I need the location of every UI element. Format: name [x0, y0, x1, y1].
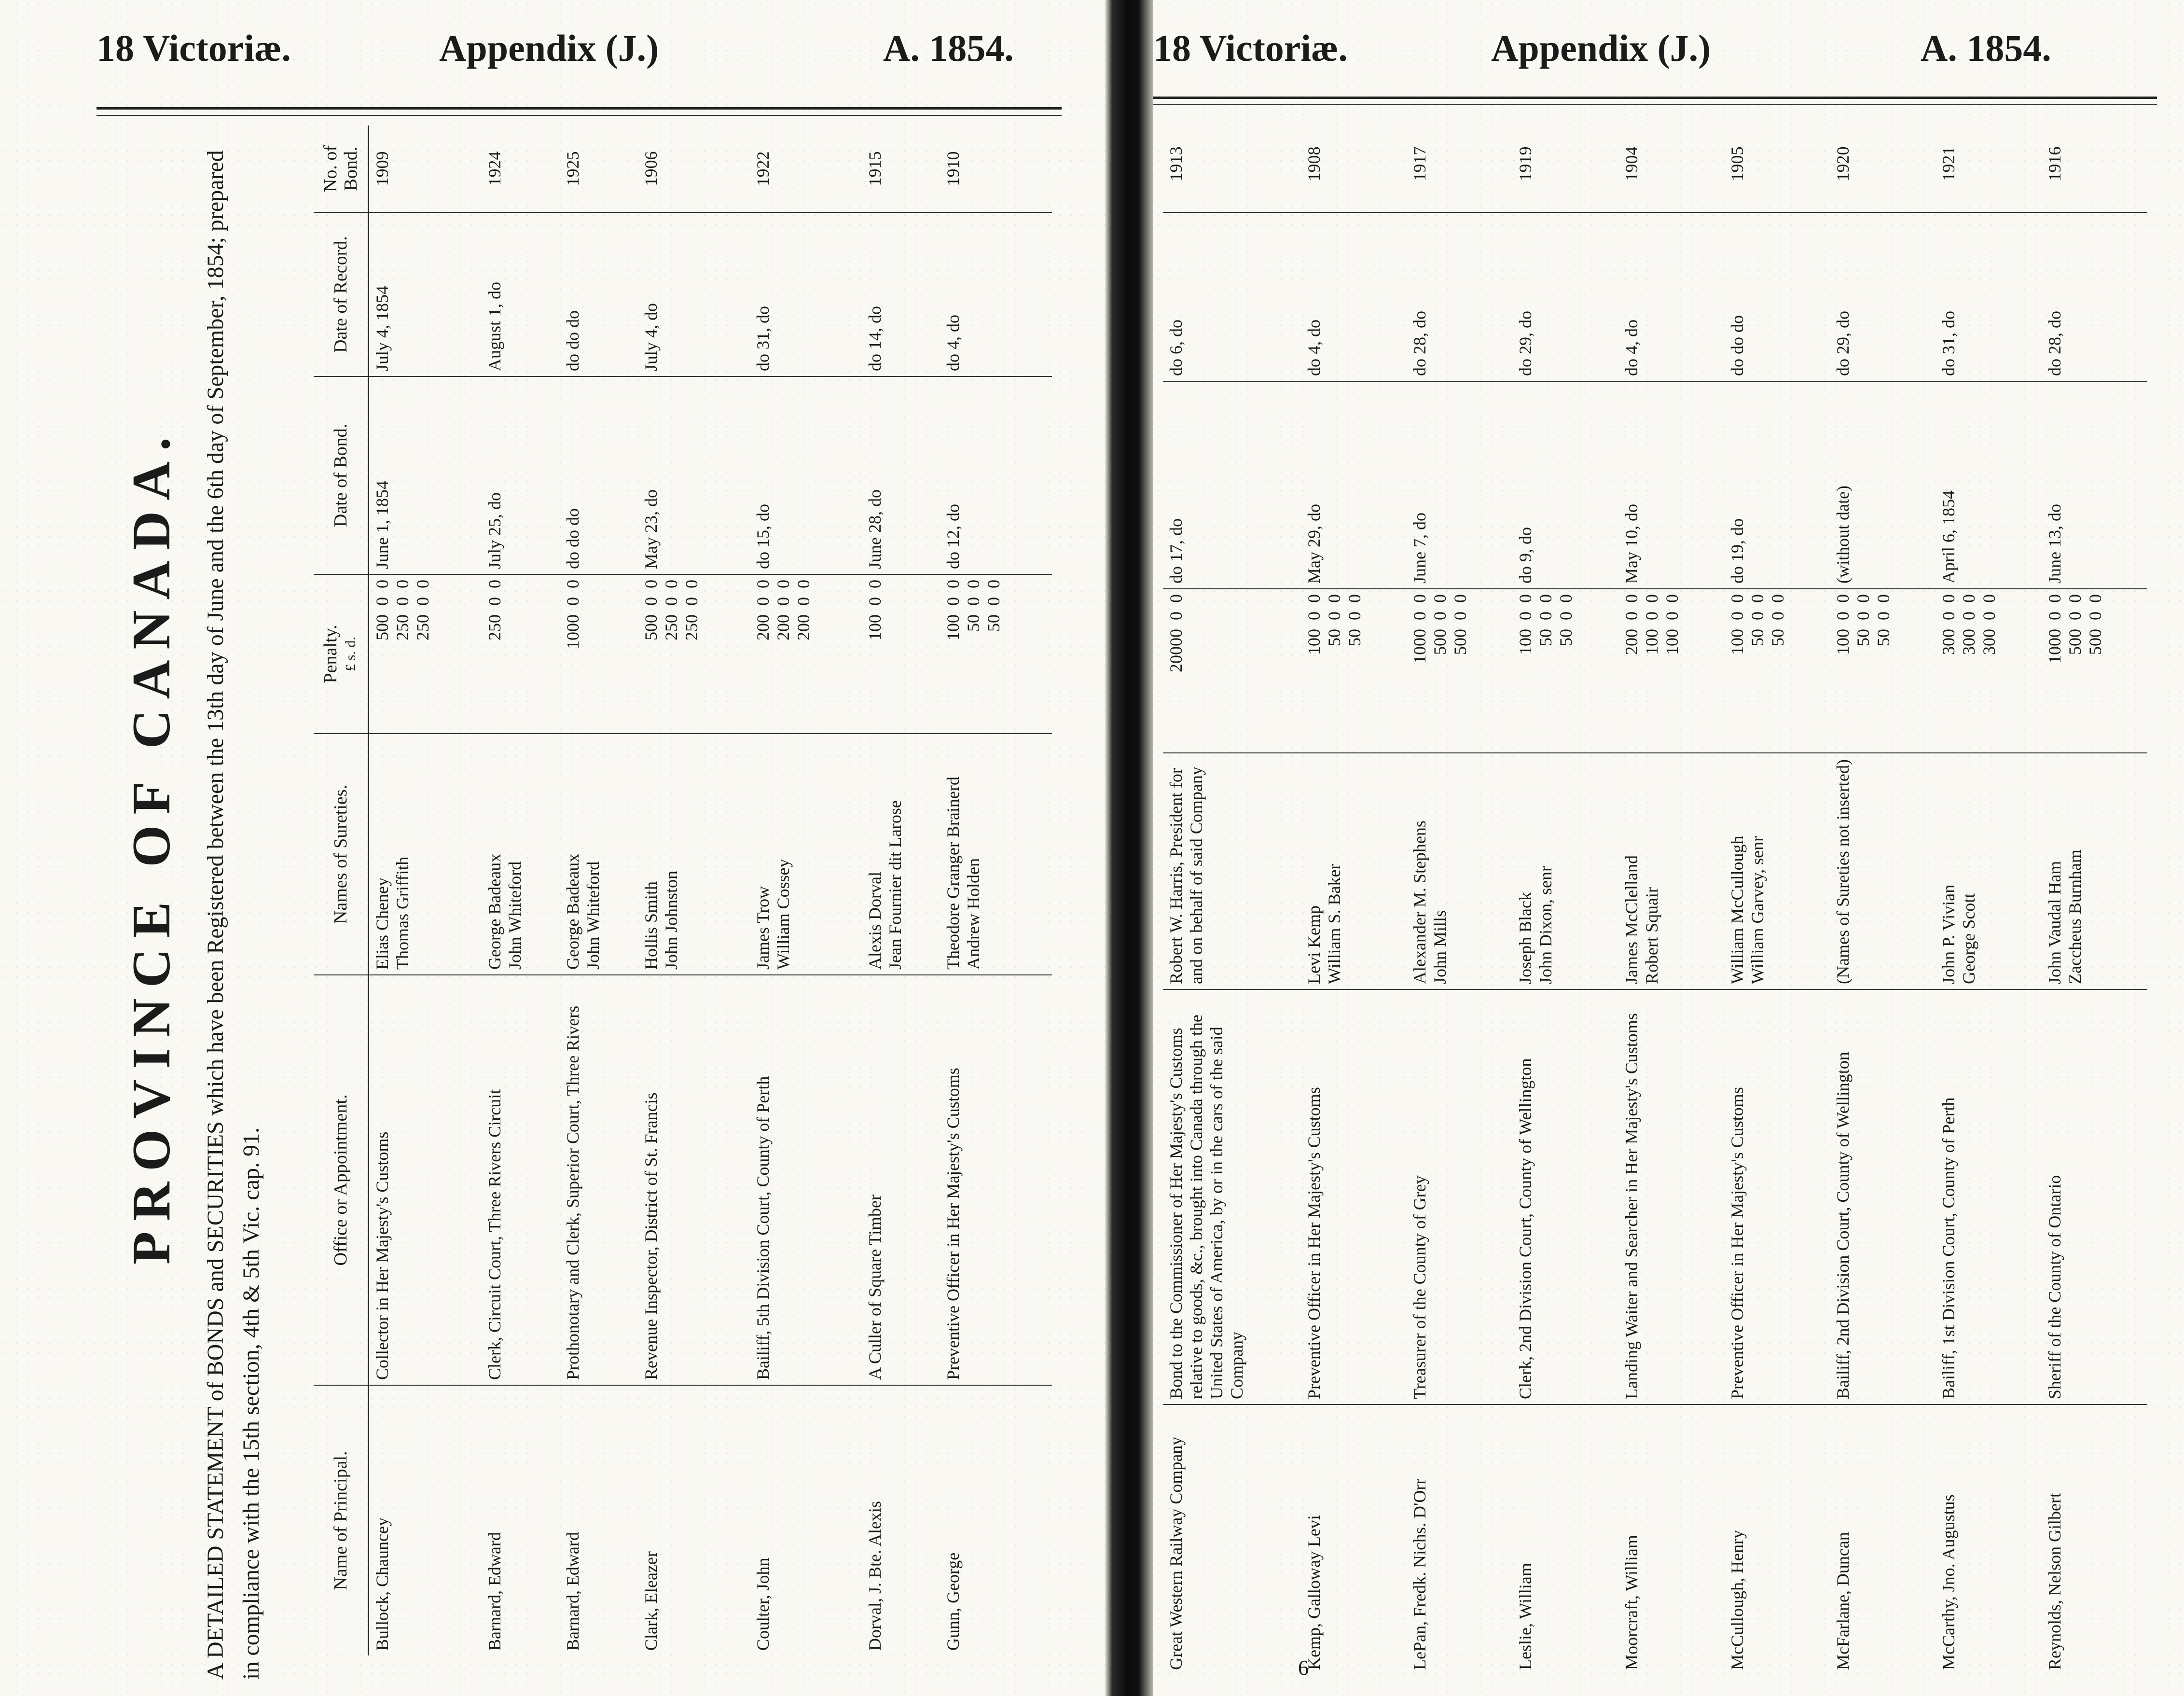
table-row — [1407, 116, 1512, 1675]
cell-principal: Barnard, Edward — [482, 1385, 560, 1655]
cell-sureties: Alexis Dorval Jean Fournier dit Larose — [862, 734, 940, 975]
table-row — [1163, 116, 1301, 1675]
cell-penalty: 100 0 0 50 0 0 50 0 0 — [1724, 589, 1830, 753]
cell-office: Prothonotary and Clerk, Superior Court, Three Rivers — [560, 975, 638, 1385]
cell-date-bond: May 23, do — [638, 376, 750, 574]
table-row — [638, 125, 750, 1655]
cell-penalty: 100 0 0 50 0 0 50 0 0 — [1512, 589, 1618, 753]
cell-office: Landing Waiter and Searcher in Her Majesty's Customs — [1618, 989, 1724, 1404]
cell-sureties: John Vaudal Ham Zaccheus Burnham — [2042, 753, 2147, 989]
col-bond-no: No. of Bond. — [314, 125, 369, 212]
cell-office: Bailiff, 1st Division Court, County of Perth — [1935, 989, 2041, 1404]
cell-penalty: 100 0 0 50 0 0 50 0 0 — [1830, 589, 1935, 753]
cell-principal: McCarthy, Jno. Augustus — [1935, 1404, 2041, 1675]
right-session-header: 18 Victoriæ. — [1153, 27, 1348, 69]
cell-bond-no: 1908 — [1304, 146, 1324, 181]
cell-principal: LePan, Fredk. Nichs. D'Orr — [1407, 1404, 1512, 1675]
cell-penalty: 1000 0 0 500 0 0 500 0 0 — [1407, 589, 1512, 753]
cell-bond-no: 1904 — [1621, 146, 1641, 181]
book-gutter — [1105, 0, 1153, 1696]
cell-penalty: 500 0 0 250 0 0 250 0 0 — [369, 574, 482, 734]
cell-sureties: George Badeaux John Whiteford — [560, 734, 638, 975]
cell-sureties: George Badeaux John Whiteford — [482, 734, 560, 975]
cell-date-record: do 4, do — [940, 212, 1052, 376]
cell-office: A Culler of Square Timber — [862, 975, 940, 1385]
cell-date-record: do 6, do — [1163, 212, 1301, 381]
cell-penalty: 200 0 0 100 0 0 100 0 0 — [1618, 589, 1724, 753]
page-subtitle: A DETAILED STATEMENT of BONDS and SECURITIES which have been Registered between the 13th day of June and the 6th day of September, 1854; prepared in compliance with the 15th section, 4th & 5th Vic. cap. 91. — [203, 150, 264, 1680]
table-row — [2042, 116, 2147, 1675]
cell-bond-no: 1924 — [485, 151, 505, 186]
cell-principal: Great Western Railway Company — [1163, 1404, 1301, 1675]
cell-sureties: William McCullough William Garvey, senr — [1724, 753, 1830, 989]
col-office: Office or Appointment. — [314, 975, 369, 1385]
cell-bond-no: 1913 — [1166, 146, 1186, 181]
col-penalty — [314, 574, 369, 734]
cell-office: Collector in Her Majesty's Customs — [369, 975, 482, 1385]
col-date-record: Date of Record. — [314, 212, 369, 376]
cell-penalty: 20000 0 0 — [1163, 589, 1301, 753]
cell-date-bond: May 10, do — [1618, 381, 1724, 589]
cell-office: Preventive Officer in Her Majesty's Customs — [1724, 989, 1830, 1404]
cell-date-record: do 28, do — [1407, 212, 1512, 381]
cell-principal: Leslie, William — [1512, 1404, 1618, 1675]
cell-principal: Moorcraft, William — [1618, 1404, 1724, 1675]
cell-date-record: do 4, do — [1618, 212, 1724, 381]
table-row — [1830, 116, 1935, 1675]
cell-date-record: do 4, do — [1301, 212, 1407, 381]
cell-bond-no: 1921 — [1939, 146, 1959, 181]
cell-principal: McCullough, Henry — [1724, 1404, 1830, 1675]
cell-office: Preventive Officer in Her Majesty's Customs — [940, 975, 1052, 1385]
cell-date-bond: July 25, do — [482, 376, 560, 574]
cell-date-bond: do 15, do — [750, 376, 862, 574]
cell-date-bond: June 28, do — [862, 376, 940, 574]
cell-office: Clerk, Circuit Court, Three Rivers Circuit — [482, 975, 560, 1385]
cell-date-record: August 1, do — [482, 212, 560, 376]
cell-principal: Gunn, George — [940, 1385, 1052, 1655]
table-row — [482, 125, 560, 1655]
left-bonds-table-container — [314, 125, 1052, 1655]
table-row — [862, 125, 940, 1655]
cell-penalty: 100 0 0 50 0 0 50 0 0 — [1301, 589, 1407, 753]
cell-bond-no: 1922 — [753, 151, 773, 186]
left-header-rule — [97, 107, 1062, 110]
cell-penalty: 1000 0 0 500 0 0 500 0 0 — [2042, 589, 2147, 753]
cell-bond-no: 1905 — [1727, 146, 1747, 181]
right-bonds-table-container — [1163, 116, 2147, 1675]
cell-office: Clerk, 2nd Division Court, County of Wellington — [1512, 989, 1618, 1404]
right-table-body — [1163, 116, 2147, 1675]
cell-date-record: do 31, do — [750, 212, 862, 376]
col-sureties: Names of Sureties. — [314, 734, 369, 975]
table-row — [1618, 116, 1724, 1675]
cell-bond-no: 1919 — [1516, 146, 1535, 181]
cell-office: Bailiff, 5th Division Court, County of Perth — [750, 975, 862, 1385]
right-bonds-table — [1163, 116, 2147, 1675]
cell-sureties: Robert W. Harris, President for and on behalf of said Company — [1163, 753, 1301, 989]
left-table-body — [369, 125, 1052, 1655]
left-bonds-table — [314, 125, 1052, 1655]
right-year-header: A. 1854. — [1921, 27, 2051, 69]
cell-office: Sheriff of the County of Ontario — [2042, 989, 2147, 1404]
cell-penalty: 500 0 0 250 0 0 250 0 0 — [638, 574, 750, 734]
cell-date-bond: April 6, 1854 — [1935, 381, 2041, 589]
cell-office: Treasurer of the County of Grey — [1407, 989, 1512, 1404]
cell-sureties: (Names of Sureties not inserted) — [1830, 753, 1935, 989]
page-number: 6 — [1298, 1656, 1309, 1680]
cell-bond-no: 1920 — [1833, 146, 1853, 181]
cell-date-record: July 4, do — [638, 212, 750, 376]
cell-date-record: do 31, do — [1935, 212, 2041, 381]
cell-date-record: do do do — [560, 212, 638, 376]
left-table-header-row — [314, 125, 369, 1655]
cell-date-record: do 14, do — [862, 212, 940, 376]
cell-date-bond: June 1, 1854 — [369, 376, 482, 574]
table-row — [560, 125, 638, 1655]
cell-date-bond: do 12, do — [940, 376, 1052, 574]
cell-date-bond: do 17, do — [1163, 381, 1301, 589]
cell-sureties: Alexander M. Stephens John Mills — [1407, 753, 1512, 989]
cell-date-bond: May 29, do — [1301, 381, 1407, 589]
cell-date-record: July 4, 1854 — [369, 212, 482, 376]
cell-date-record: do 29, do — [1512, 212, 1618, 381]
cell-sureties: James Trow William Cossey — [750, 734, 862, 975]
cell-principal: McFarlane, Duncan — [1830, 1404, 1935, 1675]
cell-bond-no: 1916 — [2045, 146, 2064, 181]
left-year-header: A. 1854. — [883, 27, 1014, 69]
cell-principal: Barnard, Edward — [560, 1385, 638, 1655]
cell-sureties: Joseph Black John Dixon, senr — [1512, 753, 1618, 989]
cell-bond-no: 1909 — [373, 151, 392, 186]
col-principal: Name of Principal. — [314, 1385, 369, 1655]
cell-penalty: 200 0 0 200 0 0 200 0 0 — [750, 574, 862, 734]
right-appendix-header: Appendix (J.) — [1491, 27, 1711, 69]
table-row — [369, 125, 482, 1655]
cell-principal: Reynolds, Nelson Gilbert — [2042, 1404, 2147, 1675]
cell-bond-no: 1906 — [641, 151, 661, 186]
cell-penalty: 1000 0 0 — [560, 574, 638, 734]
cell-sureties: Elias Cheney Thomas Griffith — [369, 734, 482, 975]
cell-sureties: James McClelland Robert Squair — [1618, 753, 1724, 989]
cell-penalty: 250 0 0 — [482, 574, 560, 734]
table-row — [750, 125, 862, 1655]
cell-date-record: do do do — [1724, 212, 1830, 381]
cell-date-bond: do do do — [560, 376, 638, 574]
cell-principal: Coulter, John — [750, 1385, 862, 1655]
cell-bond-no: 1917 — [1410, 146, 1430, 181]
cell-principal: Clark, Eleazer — [638, 1385, 750, 1655]
cell-principal: Bullock, Chauncey — [369, 1385, 482, 1655]
cell-principal: Kemp, Galloway Levi — [1301, 1404, 1407, 1675]
cell-sureties: Theodore Granger Brainerd Andrew Holden — [940, 734, 1052, 975]
cell-office: Revenue Inspector, District of St. Francis — [638, 975, 750, 1385]
table-row — [1301, 116, 1407, 1675]
col-date-bond: Date of Bond. — [314, 376, 369, 574]
cell-date-record: do 28, do — [2042, 212, 2147, 381]
col-penalty-units: £ s. d. — [343, 637, 359, 671]
cell-bond-no: 1915 — [865, 151, 885, 186]
left-appendix-header: Appendix (J.) — [439, 27, 659, 69]
table-row — [940, 125, 1052, 1655]
cell-bond-no: 1925 — [563, 151, 582, 186]
cell-sureties: Hollis Smith John Johnston — [638, 734, 750, 975]
cell-bond-no: 1910 — [943, 151, 963, 186]
table-row — [1512, 116, 1618, 1675]
right-header-rule-2 — [1153, 104, 2157, 105]
cell-office: Bailiff, 2nd Division Court, County of Wellington — [1830, 989, 1935, 1404]
cell-penalty: 100 0 0 — [862, 574, 940, 734]
right-header-rule — [1153, 97, 2157, 99]
left-session-header: 18 Victoriæ. — [97, 27, 291, 69]
cell-penalty: 300 0 0 300 0 0 300 0 0 — [1935, 589, 2041, 753]
cell-date-bond: do 19, do — [1724, 381, 1830, 589]
cell-date-bond: (without date) — [1830, 381, 1935, 589]
cell-office: Preventive Officer in Her Majesty's Customs — [1301, 989, 1407, 1404]
col-penalty-label: Penalty. — [320, 625, 341, 683]
cell-date-bond: do 9, do — [1512, 381, 1618, 589]
cell-sureties: Levi Kemp William S. Baker — [1301, 753, 1407, 989]
cell-office: Bond to the Commissioner of Her Majesty's Customs relative to goods, &c., brought into Canada through the United States of America, by or in the cars of the said Company — [1163, 989, 1301, 1404]
right-page — [1153, 0, 2184, 1696]
left-header-rule-2 — [97, 115, 1062, 116]
cell-sureties: John P. Vivian George Scott — [1935, 753, 2041, 989]
cell-principal: Dorval, J. Bte. Alexis — [862, 1385, 940, 1655]
page-title: PROVINCE OF CANADA. — [122, 426, 181, 1265]
cell-penalty: 100 0 0 50 0 0 50 0 0 — [940, 574, 1052, 734]
cell-date-bond: June 13, do — [2042, 381, 2147, 589]
table-row — [1724, 116, 1830, 1675]
cell-date-record: do 29, do — [1830, 212, 1935, 381]
cell-date-bond: June 7, do — [1407, 381, 1512, 589]
table-row — [1935, 116, 2041, 1675]
